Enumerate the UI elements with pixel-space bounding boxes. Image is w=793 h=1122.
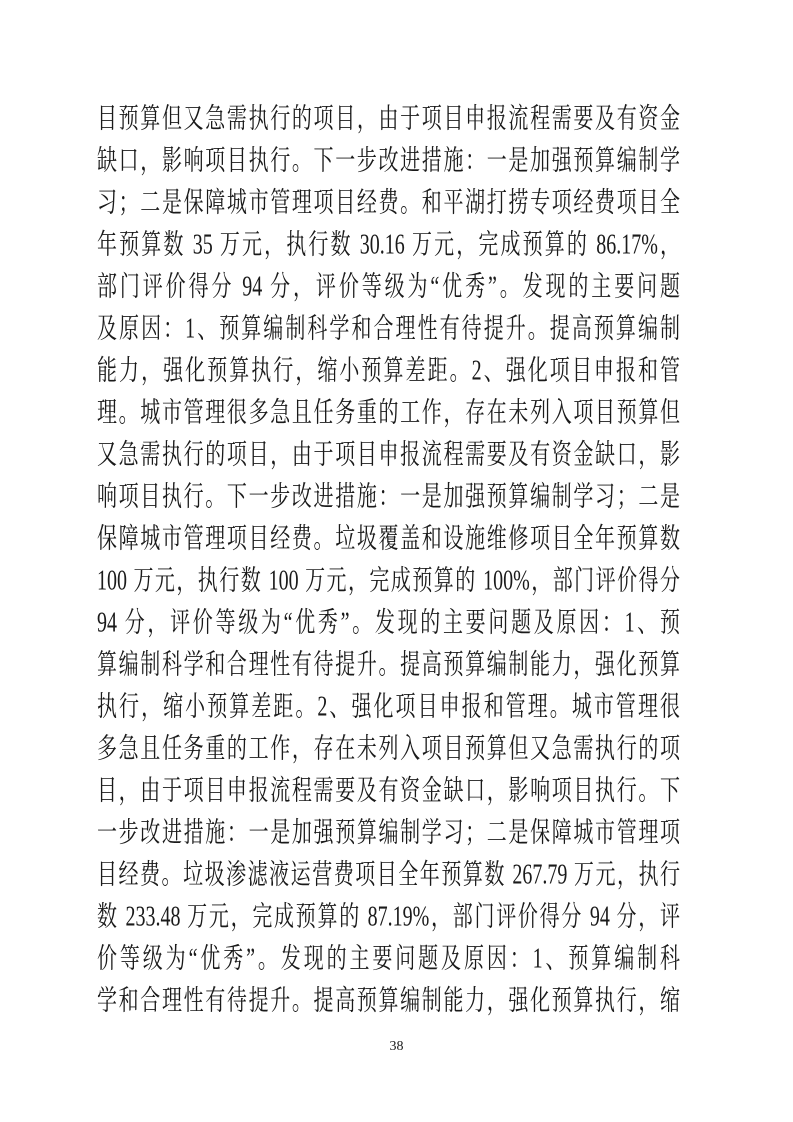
text-line: 部门评价得分 94 分，评价等级为“优秀”。发现的主要问题 [97, 271, 680, 303]
text-line: 又急需执行的项目，由于项目申报流程需要及有资金缺口，影 [97, 439, 680, 471]
text-line: 多急且任务重的工作，存在未列入项目预算但又急需执行的项 [97, 733, 680, 765]
text-line: 理。城市管理很多急且任务重的工作，存在未列入项目预算但 [97, 397, 680, 429]
text-line: 94 分，评价等级为“优秀”。发现的主要问题及原因：1、预 [97, 607, 680, 639]
page-number: 38 [389, 1039, 404, 1054]
text-line: 保障城市管理项目经费。垃圾覆盖和设施维修项目全年预算数 [97, 523, 680, 555]
text-line: 及原因：1、预算编制科学和合理性有待提升。提高预算编制 [97, 313, 680, 345]
text-line: 价等级为“优秀”。发现的主要问题及原因：1、预算编制科 [97, 943, 680, 975]
text-line: 缺口，影响项目执行。下一步改进措施：一是加强预算编制学 [97, 145, 680, 177]
text-line: 响项目执行。下一步改进措施：一是加强预算编制学习；二是 [97, 481, 680, 513]
text-line: 能力，强化预算执行，缩小预算差距。2、强化项目申报和管 [97, 355, 680, 387]
text-line: 算编制科学和合理性有待提升。提高预算编制能力，强化预算 [97, 649, 680, 681]
text-line: 数 233.48 万元，完成预算的 87.19%，部门评价得分 94 分，评 [97, 901, 680, 933]
text-line: 年预算数 35 万元，执行数 30.16 万元，完成预算的 86.17%， [97, 229, 680, 261]
text-line: 习；二是保障城市管理项目经费。和平湖打捞专项经费项目全 [97, 187, 680, 219]
text-line: 一步改进措施：一是加强预算编制学习；二是保障城市管理项 [97, 817, 680, 849]
text-line: 100 万元，执行数 100 万元，完成预算的 100%，部门评价得分 [97, 565, 680, 597]
page-body-text [97, 98, 680, 1022]
text-line: 目，由于项目申报流程需要及有资金缺口，影响项目执行。下 [97, 775, 680, 807]
text-line: 执行，缩小预算差距。2、强化项目申报和管理。城市管理很 [97, 691, 680, 723]
text-line: 学和合理性有待提升。提高预算编制能力，强化预算执行，缩 [97, 985, 680, 1017]
text-line: 目预算但又急需执行的项目，由于项目申报流程需要及有资金 [97, 103, 680, 135]
text-line: 目经费。垃圾渗滤液运营费项目全年预算数 267.79 万元，执行 [97, 859, 680, 891]
